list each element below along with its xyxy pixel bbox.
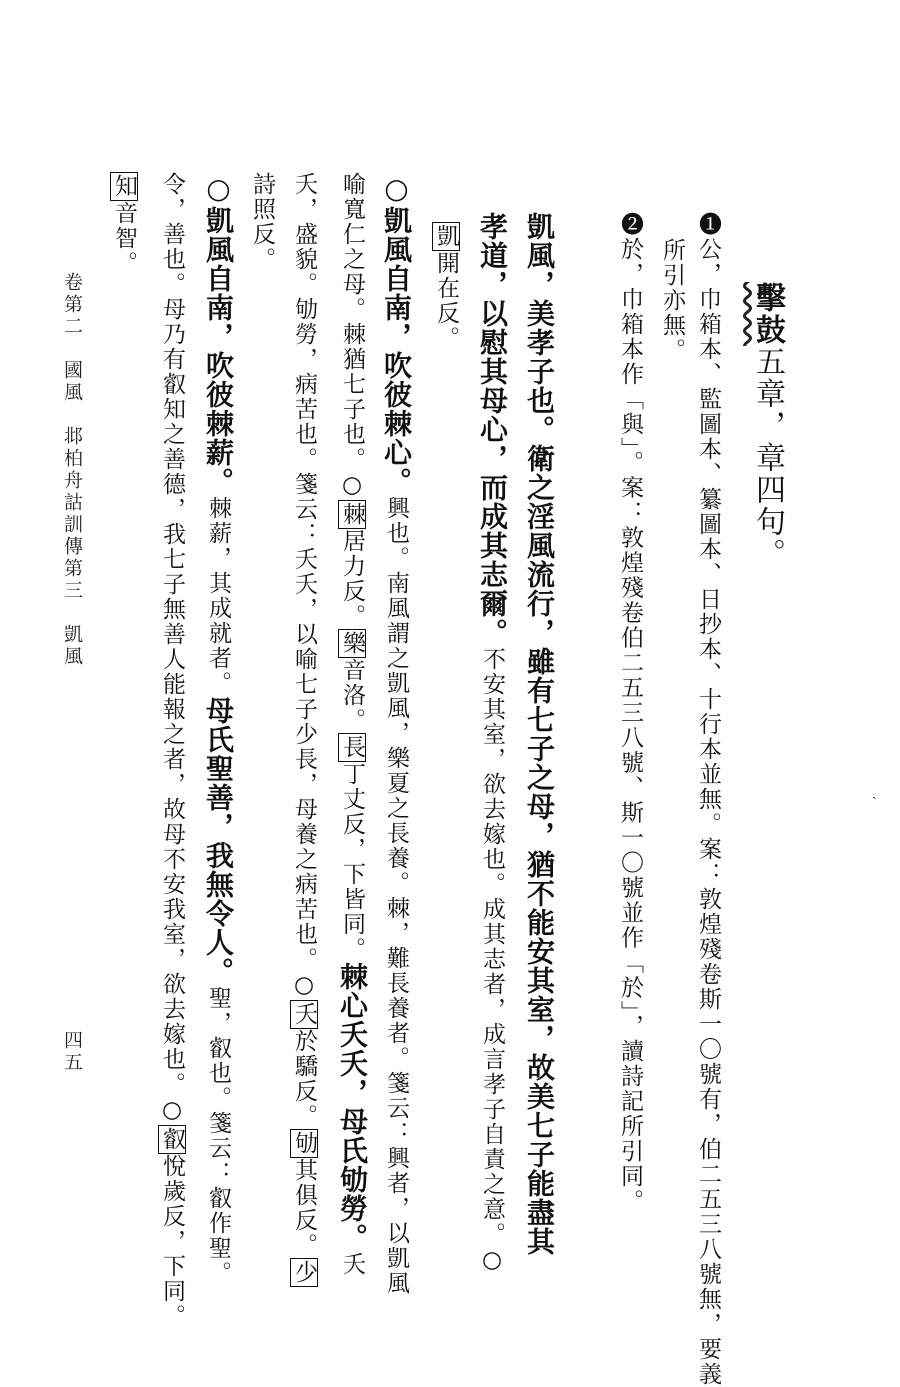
note-1-line-1 [695, 212, 721, 1387]
running-head-text: 卷第二 國風 邶柏舟詁訓傳第三 凱風 [61, 272, 83, 668]
note-1-continuation: 所引亦無。 [659, 238, 685, 363]
boxed-char-kai: 凱 [433, 224, 459, 249]
preface-main-1: 凱風，美孝子也。衛之淫風流行，雖有七子之母，猶不能安其室，故美七子能盡其 [523, 212, 556, 1256]
stray-mark: ˏ [872, 784, 877, 800]
preface-note: 不安其室，欲去嫁也。成其志者，成言孝子自責之意。○ [479, 647, 505, 1275]
boxed-char-ji: 棘 [339, 502, 365, 527]
pronunciation-yao: 於驕反。 [291, 1029, 317, 1129]
commentary-text: 令，善也。母乃有叡知之善德，我七子無善人能報之者，故母不安我室，欲去嫁也。○ [159, 172, 185, 1125]
boxed-char-qu: 劬 [291, 1131, 317, 1156]
pronunciation-kai: 開在反。 [433, 251, 459, 351]
stanza-1-line-3 [291, 172, 317, 1285]
boxed-char-zhang: 長 [339, 735, 365, 760]
boxed-char-zhi: 知 [111, 174, 137, 199]
preface-line-2 [476, 212, 509, 1275]
note-2 [617, 212, 643, 1214]
page-number-text: 四五 [61, 1030, 83, 1074]
boxed-char-rui: 叡 [159, 1127, 185, 1152]
pronunciation-zhang: 丁丈反，下皆同。 [339, 762, 365, 962]
boxed-char-le: 樂 [339, 631, 365, 656]
section-title-name: 擊鼓 [750, 282, 785, 346]
pronunciation-rui: 悅歲反，下同。 [159, 1154, 185, 1329]
commentary-text-end: 夭 [339, 1252, 365, 1277]
stanza-2-line-3 [111, 172, 137, 276]
boxed-char-yao: 夭 [291, 1002, 317, 1027]
stanza-2-line-1 [202, 172, 235, 1286]
commentary-text: 夭，盛貌。劬勞，病苦也。箋云：夭夭，以喻七子少長，母養之病苦也。○ [291, 172, 317, 1000]
preface-line-1 [523, 212, 556, 1260]
pronunciation-ji: 居力反。 [339, 529, 365, 629]
stanza-1-verse-2: 棘心夭夭，母氏劬勞。 [336, 962, 369, 1252]
stanza-1-line-4 [250, 172, 273, 272]
section-title-suffix: 五章，章四句。 [750, 346, 785, 570]
stanza-1-line-2 [336, 172, 369, 1277]
pronunciation-zhi: 音智。 [111, 201, 137, 276]
stanza-2-verse-2: 母氏聖善，我無令人。 [202, 696, 235, 986]
note-2-text: 於，巾箱本作「與」。案：敦煌殘卷伯二五三八號、斯一〇號並作「於」，讀詩記所引同。 [617, 237, 643, 1214]
page-number [62, 1030, 81, 1090]
stanza-2-commentary-2: 聖，叡也。箋云：叡作聖。 [205, 986, 231, 1286]
section-title [750, 282, 785, 570]
stanza-2-verse-1: ○凱風自南，吹彼棘薪。 [202, 172, 235, 496]
stanza-2-line-2 [159, 172, 185, 1329]
pronunciation-shao: 詩照反。 [249, 172, 275, 272]
stanza-1-verse-1: ○凱風自南，吹彼棘心。 [380, 172, 413, 496]
preface-main-2: 孝道，以慰其母心，而成其志爾。 [476, 212, 509, 647]
boxed-char-shao: 少 [291, 1260, 317, 1285]
note-1-marker: ❶ [695, 212, 721, 237]
stanza-1-commentary-1: 興也。南風謂之凱風，樂夏之長養。棘，難長養者。箋云：興者，以凱風 [383, 496, 409, 1296]
note-1-line-2 [659, 238, 685, 363]
commentary-text: 喻寬仁之母。棘猶七子也。○ [339, 172, 365, 500]
pronunciation-le: 音洛。 [339, 658, 365, 733]
note-1-text: 公，巾箱本、監圖本、纂圖本、日抄本、十行本並無。案：敦煌殘卷斯一〇號有，伯二五三八號無，要義 [695, 237, 721, 1387]
preface-line-3 [433, 222, 459, 351]
running-head [62, 272, 81, 672]
stanza-1-line-1 [380, 172, 413, 1296]
pronunciation-qu: 其俱反。 [291, 1158, 317, 1258]
note-2-marker: ❷ [617, 212, 643, 237]
stanza-2-commentary-1: 棘薪，其成就者。 [205, 496, 231, 696]
